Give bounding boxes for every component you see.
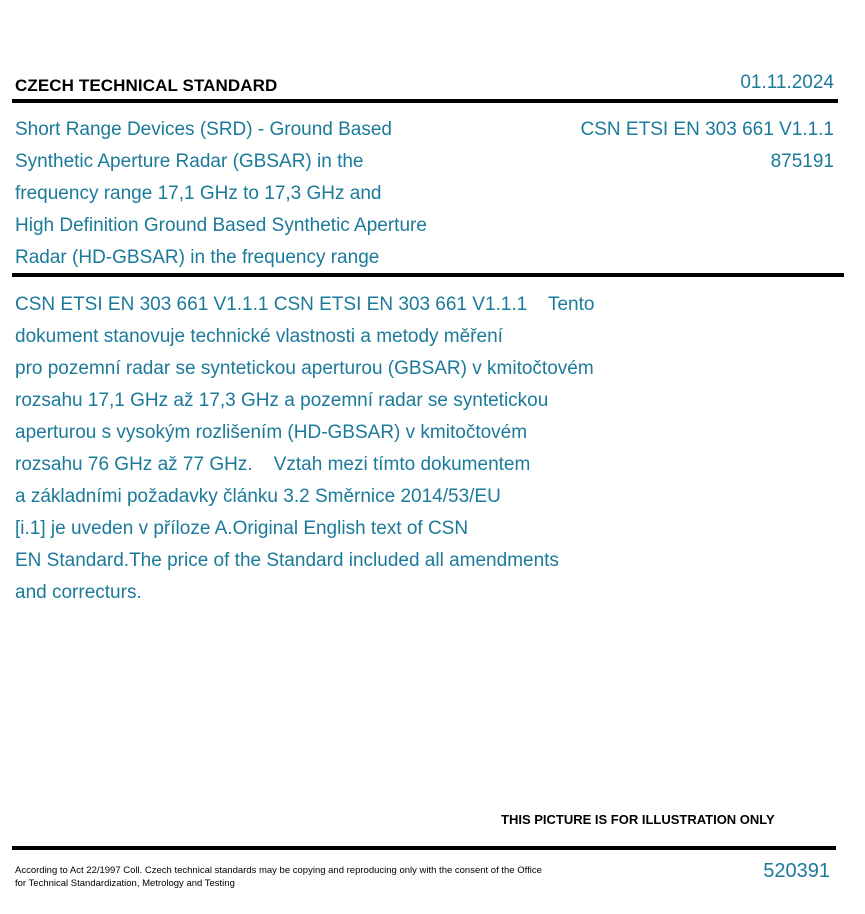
- footer-code: 520391: [763, 860, 830, 882]
- description-line: aperturou s vysokým rozlišením (HD-GBSAR) v kmitočtovém: [15, 422, 528, 443]
- description-line: rozsahu 76 GHz až 77 GHz. Vztah mezi tímto dokumentem: [15, 454, 531, 475]
- title-line: High Definition Ground Based Synthetic Aperture: [15, 215, 427, 236]
- top-divider: [12, 99, 838, 103]
- title-line: frequency range 17,1 GHz to 17,3 GHz and: [15, 183, 382, 204]
- standard-description: [15, 289, 685, 609]
- illustration-disclaimer: THIS PICTURE IS FOR ILLUSTRATION ONLY: [501, 812, 775, 827]
- description-line: [i.1] je uveden v příloze A.Original English text of CSN: [15, 518, 469, 539]
- description-line: CSN ETSI EN 303 661 V1.1.1 CSN ETSI EN 303 661 V1.1.1 Tento: [15, 294, 595, 315]
- description-line: pro pozemní radar se syntetickou aperturou (GBSAR) v kmitočtovém: [15, 358, 594, 379]
- description-line: and correcturs.: [15, 582, 142, 603]
- catalog-number: 875191: [770, 151, 834, 172]
- description-line: rozsahu 17,1 GHz až 17,3 GHz a pozemní radar se syntetickou: [15, 390, 549, 411]
- standard-identifiers: [581, 114, 834, 178]
- description-line: a základními požadavky článku 3.2 Směrnice 2014/53/EU: [15, 486, 501, 507]
- middle-divider: [12, 273, 844, 277]
- legal-line: According to Act 22/1997 Coll. Czech technical standards may be copying and reproducing only with the consent of the Office: [15, 865, 542, 876]
- standard-code: CSN ETSI EN 303 661 V1.1.1: [580, 119, 834, 140]
- description-line: EN Standard.The price of the Standard included all amendments: [15, 550, 559, 571]
- document-type-label: CZECH TECHNICAL STANDARD: [15, 76, 278, 95]
- title-line: Synthetic Aperture Radar (GBSAR) in the: [15, 151, 364, 172]
- bottom-divider: [12, 846, 836, 850]
- description-line: dokument stanovuje technické vlastnosti a metody měření: [15, 326, 503, 347]
- title-line: Short Range Devices (SRD) - Ground Based: [15, 119, 392, 140]
- standard-title: [15, 114, 495, 274]
- publication-date: 01.11.2024: [740, 72, 834, 93]
- title-line: Radar (HD-GBSAR) in the frequency range: [15, 247, 380, 268]
- legal-line: for Technical Standardization, Metrology and Testing: [15, 878, 235, 889]
- legal-notice: [15, 864, 595, 890]
